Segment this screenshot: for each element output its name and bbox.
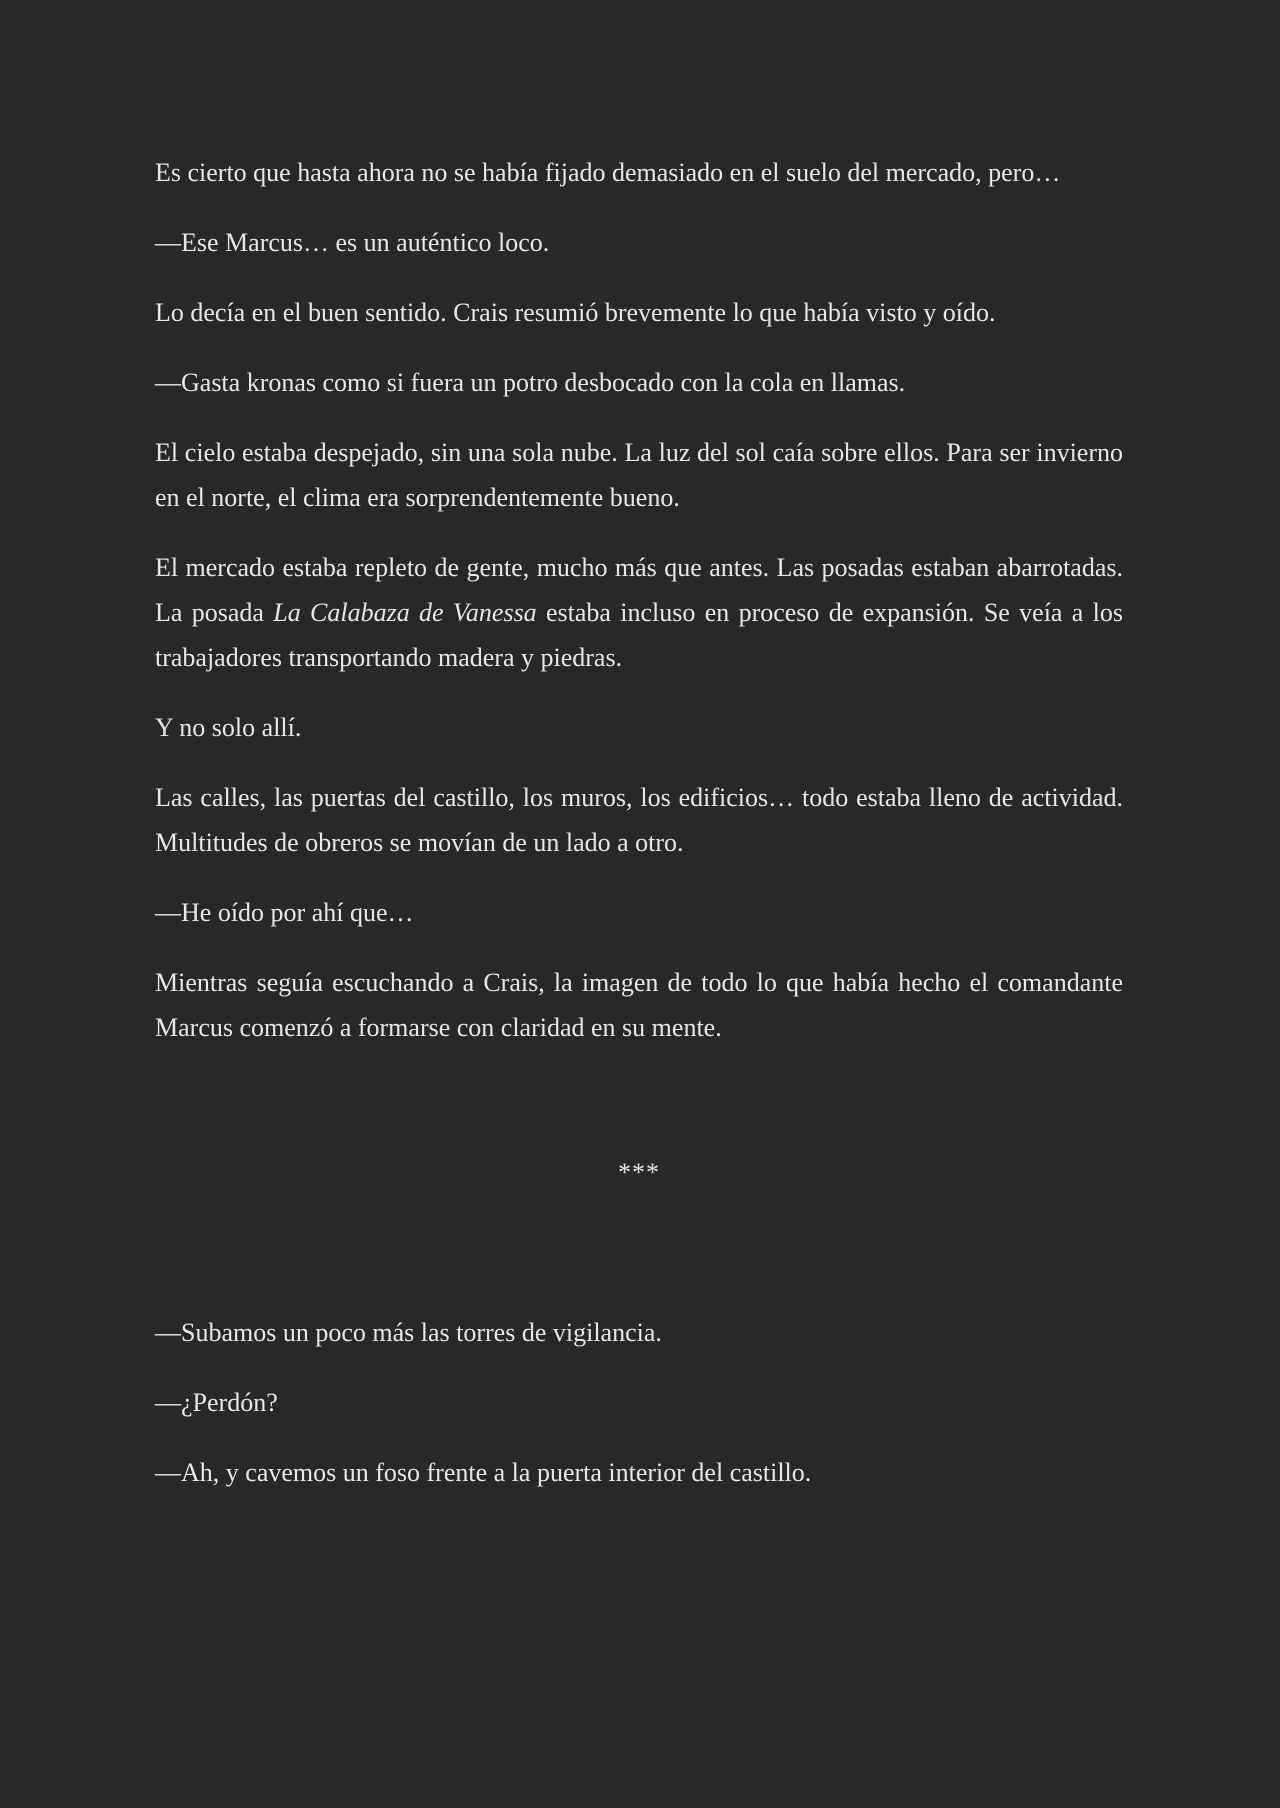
dialogue-line: —He oído por ahí que… [155, 898, 414, 927]
dialogue-line: —Ah, y cavemos un foso frente a la puerta interior del castillo. [155, 1458, 812, 1487]
section-two [155, 1310, 1123, 1495]
paragraph: Y no solo allí. [155, 713, 302, 742]
paragraph: El cielo estaba despejado, sin una sola nube. La luz del sol caía sobre ellos. Para ser invierno en el norte, el clima era sorprendentemente bueno. [155, 438, 1123, 512]
paragraph-text: estaba incluso en proceso de expansión. Se veía a los trabajadores transportando madera y piedras. [155, 598, 1123, 672]
dialogue-line: —Subamos un poco más las torres de vigilancia. [155, 1318, 662, 1347]
section-one [155, 150, 1123, 1050]
dialogue-line: —¿Perdón? [155, 1388, 278, 1417]
dialogue-line: —Gasta kronas como si fuera un potro desbocado con la cola en llamas. [155, 368, 906, 397]
dialogue-line: —Ese Marcus… es un auténtico loco. [155, 228, 550, 257]
scene-break: *** [618, 1158, 660, 1187]
paragraph: Lo decía en el buen sentido. Crais resumió brevemente lo que había visto y oído. [155, 298, 996, 327]
inn-name-italic: La Calabaza de Vanessa [273, 598, 537, 627]
paragraph-text: El mercado estaba repleto de gente, mucho más que antes. Las posadas estaban abarrotadas. La posada [155, 553, 1123, 627]
paragraph [155, 545, 1123, 680]
paragraph: Mientras seguía escuchando a Crais, la imagen de todo lo que había hecho el comandante Marcus comenzó a formarse con claridad en su mente. [155, 968, 1123, 1042]
paragraph: Las calles, las puertas del castillo, los muros, los edificios… todo estaba lleno de actividad. Multitudes de obreros se movían de un lado a otro. [155, 783, 1123, 857]
paragraph: Es cierto que hasta ahora no se había fijado demasiado en el suelo del mercado, pero… [155, 158, 1061, 187]
